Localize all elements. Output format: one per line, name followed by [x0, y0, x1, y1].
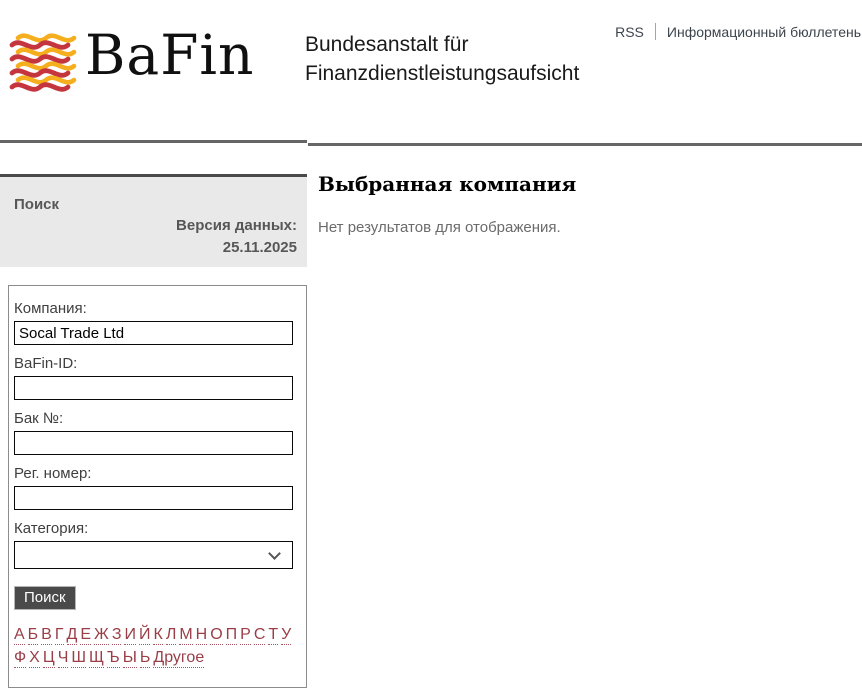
- alphabet-link[interactable]: К: [153, 626, 163, 643]
- utility-nav-divider: [655, 23, 656, 40]
- alphabet-link[interactable]: Ц: [42, 649, 55, 666]
- org-name: [305, 30, 579, 88]
- empty-results-message: Нет результатов для отображения.: [318, 219, 561, 236]
- alphabet-link[interactable]: Другое: [153, 649, 205, 666]
- category-select[interactable]: [14, 541, 293, 569]
- alphabet-link[interactable]: Щ: [89, 649, 105, 666]
- data-version: [176, 215, 297, 259]
- alphabet-link[interactable]: М: [179, 626, 193, 643]
- company-input[interactable]: [14, 321, 293, 345]
- rss-link[interactable]: RSS: [615, 23, 644, 40]
- alphabet-link[interactable]: А: [14, 626, 25, 643]
- alphabet-link[interactable]: Ь: [139, 649, 151, 666]
- org-name-line2: Finanzdienstleistungsaufsicht: [305, 62, 580, 85]
- alphabet-link[interactable]: Ш: [71, 649, 87, 666]
- page-title: Выбранная компания: [318, 172, 577, 196]
- alphabet-link[interactable]: Х: [29, 649, 40, 666]
- alphabet-link[interactable]: Р: [240, 626, 251, 643]
- bak-number-input[interactable]: [14, 431, 293, 455]
- alphabet-link[interactable]: Е: [80, 626, 92, 643]
- alphabet-link[interactable]: Ч: [57, 649, 69, 666]
- alphabet-link[interactable]: У: [281, 626, 292, 643]
- reg-number-input[interactable]: [14, 486, 293, 510]
- alphabet-link[interactable]: Б: [27, 626, 39, 643]
- alphabet-link[interactable]: Ф: [14, 649, 27, 666]
- search-submit-button[interactable]: Поиск: [14, 586, 76, 610]
- data-version-value: 25.11.2025: [222, 239, 297, 256]
- search-panel-header: [0, 174, 307, 267]
- bafin-id-input[interactable]: [14, 376, 293, 400]
- chevron-down-icon: [268, 547, 281, 560]
- header-separator-right: [308, 143, 862, 146]
- alphabet-link[interactable]: Ж: [94, 626, 109, 643]
- alphabet-link[interactable]: Ы: [122, 649, 137, 666]
- alphabet-link[interactable]: Ъ: [107, 649, 120, 666]
- utility-nav: [615, 23, 861, 40]
- alphabet-link[interactable]: З: [111, 626, 122, 643]
- alphabet-link[interactable]: Т: [268, 626, 279, 643]
- field-label: BaFin-ID:: [14, 355, 78, 372]
- field-label: Компания:: [14, 300, 87, 317]
- alphabet-link[interactable]: О: [210, 626, 223, 643]
- field-label: Бак №:: [14, 410, 64, 427]
- alphabet-link[interactable]: Л: [165, 626, 177, 643]
- field-label: Рег. номер:: [14, 465, 92, 482]
- alphabet-row-1: [14, 624, 293, 646]
- search-form-fields: [14, 300, 293, 569]
- newsletter-link[interactable]: Информационный бюллетень: [666, 23, 861, 40]
- search-panel-title: Поиск: [14, 196, 60, 213]
- alphabet-row-2: [14, 647, 293, 669]
- data-version-label: Версия данных:: [176, 217, 297, 234]
- header-separator-left: [0, 140, 307, 143]
- alphabet-link[interactable]: В: [41, 626, 52, 643]
- alphabet-link[interactable]: Г: [54, 626, 64, 643]
- alphabet-nav: [14, 624, 293, 669]
- alphabet-link[interactable]: Д: [66, 626, 78, 643]
- alphabet-link[interactable]: П: [225, 626, 238, 643]
- alphabet-link[interactable]: Н: [195, 626, 208, 643]
- org-name-line1: Bundesanstalt für: [305, 33, 469, 56]
- bafin-logo-text: BaFin: [85, 23, 255, 87]
- alphabet-link[interactable]: И: [124, 626, 136, 643]
- alphabet-link[interactable]: С: [253, 626, 266, 643]
- bafin-waves-icon: [8, 30, 78, 96]
- field-label: Категория:: [14, 520, 89, 537]
- page-header: [0, 0, 862, 140]
- search-form: [8, 285, 307, 688]
- alphabet-link[interactable]: Й: [138, 626, 151, 643]
